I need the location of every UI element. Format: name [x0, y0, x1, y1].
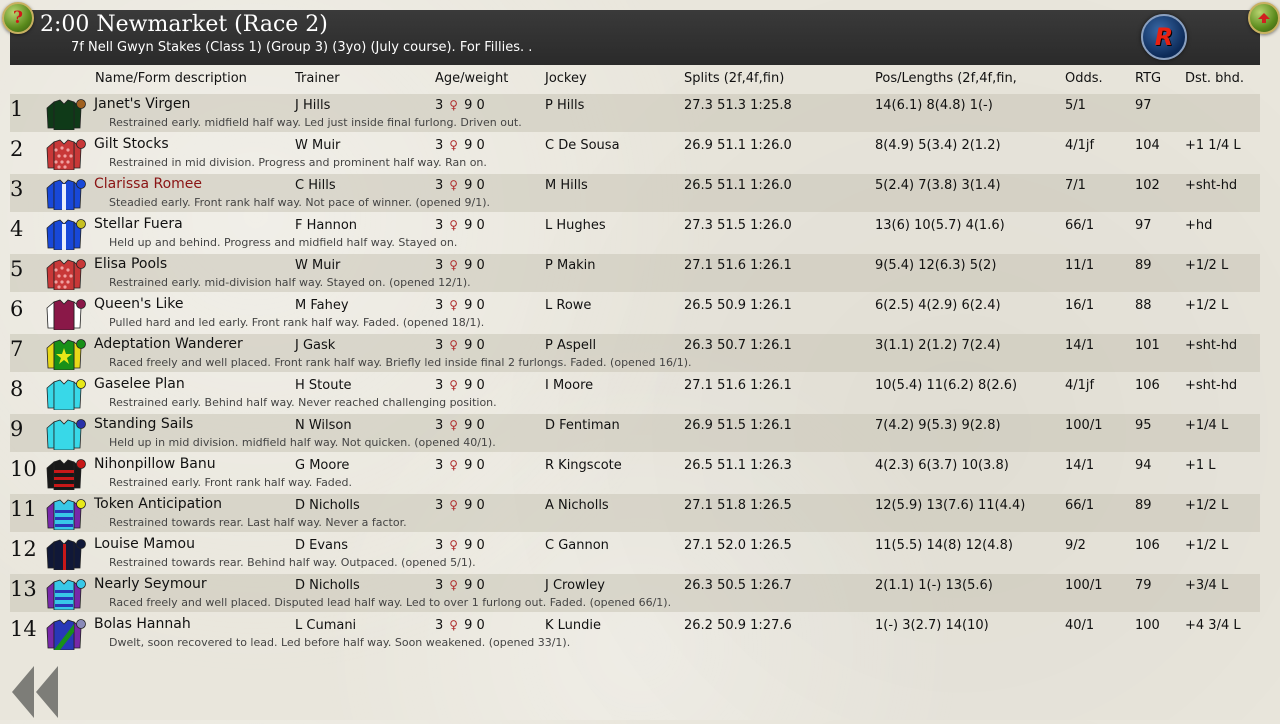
odds-value: 66/1	[1065, 498, 1095, 513]
dst-value: +hd	[1185, 218, 1213, 233]
col-odds[interactable]: Odds.	[1065, 71, 1103, 86]
odds-value: 14/1	[1065, 458, 1095, 473]
race-title: 2:00 Newmarket (Race 2)	[40, 12, 328, 37]
horse-name[interactable]: Nihonpillow Banu	[94, 456, 216, 472]
finish-position: 10	[10, 457, 37, 481]
table-row[interactable]	[10, 494, 1260, 532]
jockey-silks-icon	[44, 456, 88, 490]
jockey-value: J Crowley	[545, 578, 605, 593]
filly-icon: ♀	[449, 538, 459, 552]
jockey-silks-icon	[44, 576, 88, 610]
rtg-value: 94	[1135, 458, 1152, 473]
jockey-silks-icon	[44, 536, 88, 570]
pos-lengths-value: 4(2.3) 6(3.7) 10(3.8)	[875, 458, 1009, 473]
pos-lengths-value: 8(4.9) 5(3.4) 2(1.2)	[875, 138, 1001, 153]
trainer-value: J Hills	[295, 98, 331, 113]
logo-letter: R	[1154, 23, 1174, 51]
table-row[interactable]	[10, 254, 1260, 292]
horse-name[interactable]: Token Anticipation	[94, 496, 222, 512]
jockey-silks-icon	[44, 336, 88, 370]
trainer-value: D Evans	[295, 538, 349, 553]
pos-lengths-value: 9(5.4) 12(6.3) 5(2)	[875, 258, 997, 273]
odds-value: 16/1	[1065, 298, 1095, 313]
col-rtg[interactable]: RTG	[1135, 71, 1162, 86]
jockey-value: K Lundie	[545, 618, 602, 633]
jockey-silks-icon	[44, 496, 88, 530]
next-race-button[interactable]	[1248, 2, 1280, 34]
age-weight: 3 ♀ 9 0	[435, 218, 485, 233]
rtg-value: 95	[1135, 418, 1152, 433]
pos-lengths-value: 5(2.4) 7(3.8) 3(1.4)	[875, 178, 1001, 193]
trainer-value: J Gask	[295, 338, 336, 353]
pos-lengths-value: 6(2.5) 4(2.9) 6(2.4)	[875, 298, 1001, 313]
trainer-value: W Muir	[295, 138, 341, 153]
table-row[interactable]	[10, 414, 1260, 452]
jockey-value: I Moore	[545, 378, 594, 393]
rtg-value: 97	[1135, 98, 1152, 113]
table-row[interactable]	[10, 174, 1260, 212]
trainer-value: F Hannon	[295, 218, 358, 233]
jockey-silks-icon	[44, 256, 88, 290]
odds-value: 14/1	[1065, 338, 1095, 353]
jockey-value: P Makin	[545, 258, 596, 273]
finish-position: 9	[10, 417, 24, 441]
filly-icon: ♀	[449, 298, 459, 312]
col-dst[interactable]: Dst. bhd.	[1185, 71, 1245, 86]
trainer-value: W Muir	[295, 258, 341, 273]
splits-value: 26.3 50.5 1:26.7	[684, 578, 792, 593]
finish-position: 7	[10, 337, 24, 361]
col-pos-lengths[interactable]: Pos/Lengths (2f,4f,fin,	[875, 71, 1017, 86]
back-button[interactable]	[8, 662, 62, 720]
filly-icon: ♀	[449, 498, 459, 512]
rtg-value: 106	[1135, 378, 1160, 393]
pos-lengths-value: 2(1.1) 1(-) 13(5.6)	[875, 578, 993, 593]
dst-value: +1/2 L	[1185, 498, 1229, 513]
dst-value: +sht-hd	[1185, 338, 1238, 353]
age-weight: 3 ♀ 9 0	[435, 338, 485, 353]
horse-name[interactable]: Bolas Hannah	[94, 616, 191, 632]
dst-value: +sht-hd	[1185, 378, 1238, 393]
splits-value: 27.3 51.5 1:26.0	[684, 218, 792, 233]
col-age-weight[interactable]: Age/weight	[435, 71, 509, 86]
age-weight: 3 ♀ 9 0	[435, 578, 485, 593]
jockey-value: L Hughes	[545, 218, 606, 233]
splits-value: 27.1 51.6 1:26.1	[684, 258, 792, 273]
rtg-value: 89	[1135, 258, 1152, 273]
filly-icon: ♀	[449, 218, 459, 232]
trainer-value: G Moore	[295, 458, 350, 473]
form-description: Restrained towards rear. Last half way. Never a factor.	[109, 516, 407, 529]
horse-name[interactable]: Janet's Virgen	[94, 96, 191, 112]
odds-value: 4/1jf	[1065, 378, 1095, 393]
filly-icon: ♀	[449, 178, 459, 192]
trainer-value: M Fahey	[295, 298, 349, 313]
dst-value: +1/4 L	[1185, 418, 1229, 433]
form-description: Restrained towards rear. Behind half way. Outpaced. (opened 5/1).	[109, 556, 476, 569]
table-row[interactable]	[10, 454, 1260, 492]
age-weight: 3 ♀ 9 0	[435, 458, 485, 473]
horse-name[interactable]: Clarissa Romee	[94, 176, 203, 192]
col-name[interactable]: Name/Form description	[95, 71, 247, 86]
table-row[interactable]	[10, 294, 1260, 332]
table-row[interactable]	[10, 374, 1260, 412]
form-description: Raced freely and well placed. Disputed lead half way. Led to over 1 furlong out. Faded. (opened 66/1).	[109, 596, 672, 609]
arrow-icon	[1256, 10, 1272, 26]
jockey-silks-icon	[44, 216, 88, 250]
col-trainer[interactable]: Trainer	[295, 71, 340, 86]
splits-value: 26.5 50.9 1:26.1	[684, 298, 792, 313]
form-description: Steadied early. Front rank half way. Not pace of winner. (opened 9/1).	[109, 196, 490, 209]
table-row[interactable]	[10, 574, 1260, 612]
jockey-value: P Aspell	[545, 338, 597, 353]
splits-value: 26.2 50.9 1:27.6	[684, 618, 792, 633]
filly-icon: ♀	[449, 618, 459, 632]
finish-position: 12	[10, 537, 37, 561]
horse-name[interactable]: Stellar Fuera	[94, 216, 183, 232]
finish-position: 14	[10, 617, 37, 641]
race-subtitle: 7f Nell Gwyn Stakes (Class 1) (Group 3) (3yo) (July course). For Fillies. .	[71, 40, 533, 55]
jockey-value: C Gannon	[545, 538, 609, 553]
jockey-value: M Hills	[545, 178, 588, 193]
trainer-value: D Nicholls	[295, 498, 360, 513]
filly-icon: ♀	[449, 378, 459, 392]
age-weight: 3 ♀ 9 0	[435, 378, 485, 393]
jockey-value: A Nicholls	[545, 498, 609, 513]
jockey-silks-icon	[44, 136, 88, 170]
trainer-value: C Hills	[295, 178, 336, 193]
horse-name[interactable]: Elisa Pools	[94, 256, 168, 272]
jockey-value: R Kingscote	[545, 458, 622, 473]
table-row[interactable]	[10, 214, 1260, 252]
jockey-silks-icon	[44, 416, 88, 450]
splits-value: 27.3 51.3 1:25.8	[684, 98, 792, 113]
splits-value: 27.1 51.6 1:26.1	[684, 378, 792, 393]
table-row[interactable]	[10, 614, 1260, 652]
finish-position: 2	[10, 137, 24, 161]
rtg-value: 104	[1135, 138, 1160, 153]
table-row[interactable]	[10, 94, 1260, 132]
horse-name[interactable]: Gilt Stocks	[94, 136, 169, 152]
rtg-value: 100	[1135, 618, 1160, 633]
age-weight: 3 ♀ 9 0	[435, 298, 485, 313]
splits-value: 26.9 51.1 1:26.0	[684, 138, 792, 153]
finish-position: 5	[10, 257, 24, 281]
race-header	[10, 10, 1260, 65]
form-description: Raced freely and well placed. Front rank half way. Briefly led inside final 2 furlongs. Faded. (opened 16/1).	[109, 356, 692, 369]
table-row[interactable]	[10, 334, 1260, 372]
form-description: Dwelt, soon recovered to lead. Led before half way. Soon weakened. (opened 33/1).	[109, 636, 571, 649]
filly-icon: ♀	[449, 98, 459, 112]
splits-value: 26.3 50.7 1:26.1	[684, 338, 792, 353]
jockey-silks-icon	[44, 376, 88, 410]
filly-icon: ♀	[449, 578, 459, 592]
filly-icon: ♀	[449, 338, 459, 352]
odds-value: 66/1	[1065, 218, 1095, 233]
horse-name[interactable]: Louise Mamou	[94, 536, 195, 552]
finish-position: 1	[10, 97, 24, 121]
odds-value: 7/1	[1065, 178, 1086, 193]
filly-icon: ♀	[449, 138, 459, 152]
age-weight: 3 ♀ 9 0	[435, 538, 485, 553]
rtg-value: 89	[1135, 498, 1152, 513]
dst-value: +1 1/4 L	[1185, 138, 1241, 153]
jockey-silks-icon	[44, 616, 88, 650]
help-button[interactable]: ?	[2, 2, 34, 34]
dst-value: +4 3/4 L	[1185, 618, 1241, 633]
form-description: Restrained early. Front rank half way. Faded.	[109, 476, 353, 489]
odds-value: 100/1	[1065, 578, 1103, 593]
age-weight: 3 ♀ 9 0	[435, 138, 485, 153]
horse-name[interactable]: Nearly Seymour	[94, 576, 207, 592]
finish-position: 13	[10, 577, 37, 601]
form-description: Held up and behind. Progress and midfield half way. Stayed on.	[109, 236, 458, 249]
col-splits[interactable]: Splits (2f,4f,fin)	[684, 71, 785, 86]
age-weight: 3 ♀ 9 0	[435, 178, 485, 193]
dst-value: +1 L	[1185, 458, 1216, 473]
pos-lengths-value: 12(5.9) 13(7.6) 11(4.4)	[875, 498, 1026, 513]
filly-icon: ♀	[449, 458, 459, 472]
jockey-value: D Fentiman	[545, 418, 620, 433]
pos-lengths-value: 13(6) 10(5.7) 4(1.6)	[875, 218, 1005, 233]
jockey-silks-icon	[44, 296, 88, 330]
finish-position: 8	[10, 377, 24, 401]
jockey-silks-icon	[44, 176, 88, 210]
age-weight: 3 ♀ 9 0	[435, 618, 485, 633]
pos-lengths-value: 7(4.2) 9(5.3) 9(2.8)	[875, 418, 1001, 433]
dst-value: +3/4 L	[1185, 578, 1229, 593]
horse-name[interactable]: Adeptation Wanderer	[94, 336, 243, 352]
rtg-value: 102	[1135, 178, 1160, 193]
horse-name[interactable]: Queen's Like	[94, 296, 184, 312]
age-weight: 3 ♀ 9 0	[435, 258, 485, 273]
odds-value: 11/1	[1065, 258, 1095, 273]
rtg-value: 106	[1135, 538, 1160, 553]
odds-value: 5/1	[1065, 98, 1086, 113]
odds-value: 100/1	[1065, 418, 1103, 433]
trainer-value: D Nicholls	[295, 578, 360, 593]
trainer-value: N Wilson	[295, 418, 352, 433]
form-description: Restrained early. midfield half way. Led just inside final furlong. Driven out.	[109, 116, 522, 129]
form-description: Restrained in mid division. Progress and prominent half way. Ran on.	[109, 156, 487, 169]
rtg-value: 101	[1135, 338, 1160, 353]
splits-value: 26.5 51.1 1:26.0	[684, 178, 792, 193]
horse-name[interactable]: Standing Sails	[94, 416, 194, 432]
double-chevron-left-icon	[8, 662, 62, 720]
age-weight: 3 ♀ 9 0	[435, 498, 485, 513]
finish-position: 6	[10, 297, 24, 321]
splits-value: 27.1 52.0 1:26.5	[684, 538, 792, 553]
pos-lengths-value: 14(6.1) 8(4.8) 1(-)	[875, 98, 993, 113]
rtg-value: 79	[1135, 578, 1152, 593]
jockey-value: C De Sousa	[545, 138, 620, 153]
pos-lengths-value: 11(5.5) 14(8) 12(4.8)	[875, 538, 1013, 553]
game-logo[interactable]	[1141, 14, 1187, 60]
pos-lengths-value: 10(5.4) 11(6.2) 8(2.6)	[875, 378, 1018, 393]
odds-value: 4/1jf	[1065, 138, 1095, 153]
age-weight: 3 ♀ 9 0	[435, 418, 485, 433]
jockey-value: L Rowe	[545, 298, 592, 313]
dst-value: +1/2 L	[1185, 538, 1229, 553]
table-row[interactable]	[10, 534, 1260, 572]
filly-icon: ♀	[449, 258, 459, 272]
jockey-silks-icon	[44, 96, 88, 130]
rtg-value: 97	[1135, 218, 1152, 233]
odds-value: 40/1	[1065, 618, 1095, 633]
form-description: Pulled hard and led early. Front rank half way. Faded. (opened 18/1).	[109, 316, 485, 329]
finish-position: 4	[10, 217, 24, 241]
trainer-value: L Cumani	[295, 618, 357, 633]
rtg-value: 88	[1135, 298, 1152, 313]
jockey-value: P Hills	[545, 98, 585, 113]
col-jockey[interactable]: Jockey	[545, 71, 587, 86]
form-description: Restrained early. mid-division half way. Stayed on. (opened 12/1).	[109, 276, 471, 289]
finish-position: 11	[10, 497, 37, 521]
odds-value: 9/2	[1065, 538, 1086, 553]
form-description: Held up in mid division. midfield half way. Not quicken. (opened 40/1).	[109, 436, 496, 449]
form-description: Restrained early. Behind half way. Never reached challenging position.	[109, 396, 497, 409]
trainer-value: H Stoute	[295, 378, 352, 393]
splits-value: 27.1 51.8 1:26.5	[684, 498, 792, 513]
horse-name[interactable]: Gaselee Plan	[94, 376, 185, 392]
table-row[interactable]	[10, 134, 1260, 172]
dst-value: +1/2 L	[1185, 298, 1229, 313]
dst-value: +sht-hd	[1185, 178, 1238, 193]
filly-icon: ♀	[449, 418, 459, 432]
dst-value: +1/2 L	[1185, 258, 1229, 273]
pos-lengths-value: 1(-) 3(2.7) 14(10)	[875, 618, 989, 633]
splits-value: 26.5 51.1 1:26.3	[684, 458, 792, 473]
age-weight: 3 ♀ 9 0	[435, 98, 485, 113]
pos-lengths-value: 3(1.1) 2(1.2) 7(2.4)	[875, 338, 1001, 353]
splits-value: 26.9 51.5 1:26.1	[684, 418, 792, 433]
finish-position: 3	[10, 177, 24, 201]
